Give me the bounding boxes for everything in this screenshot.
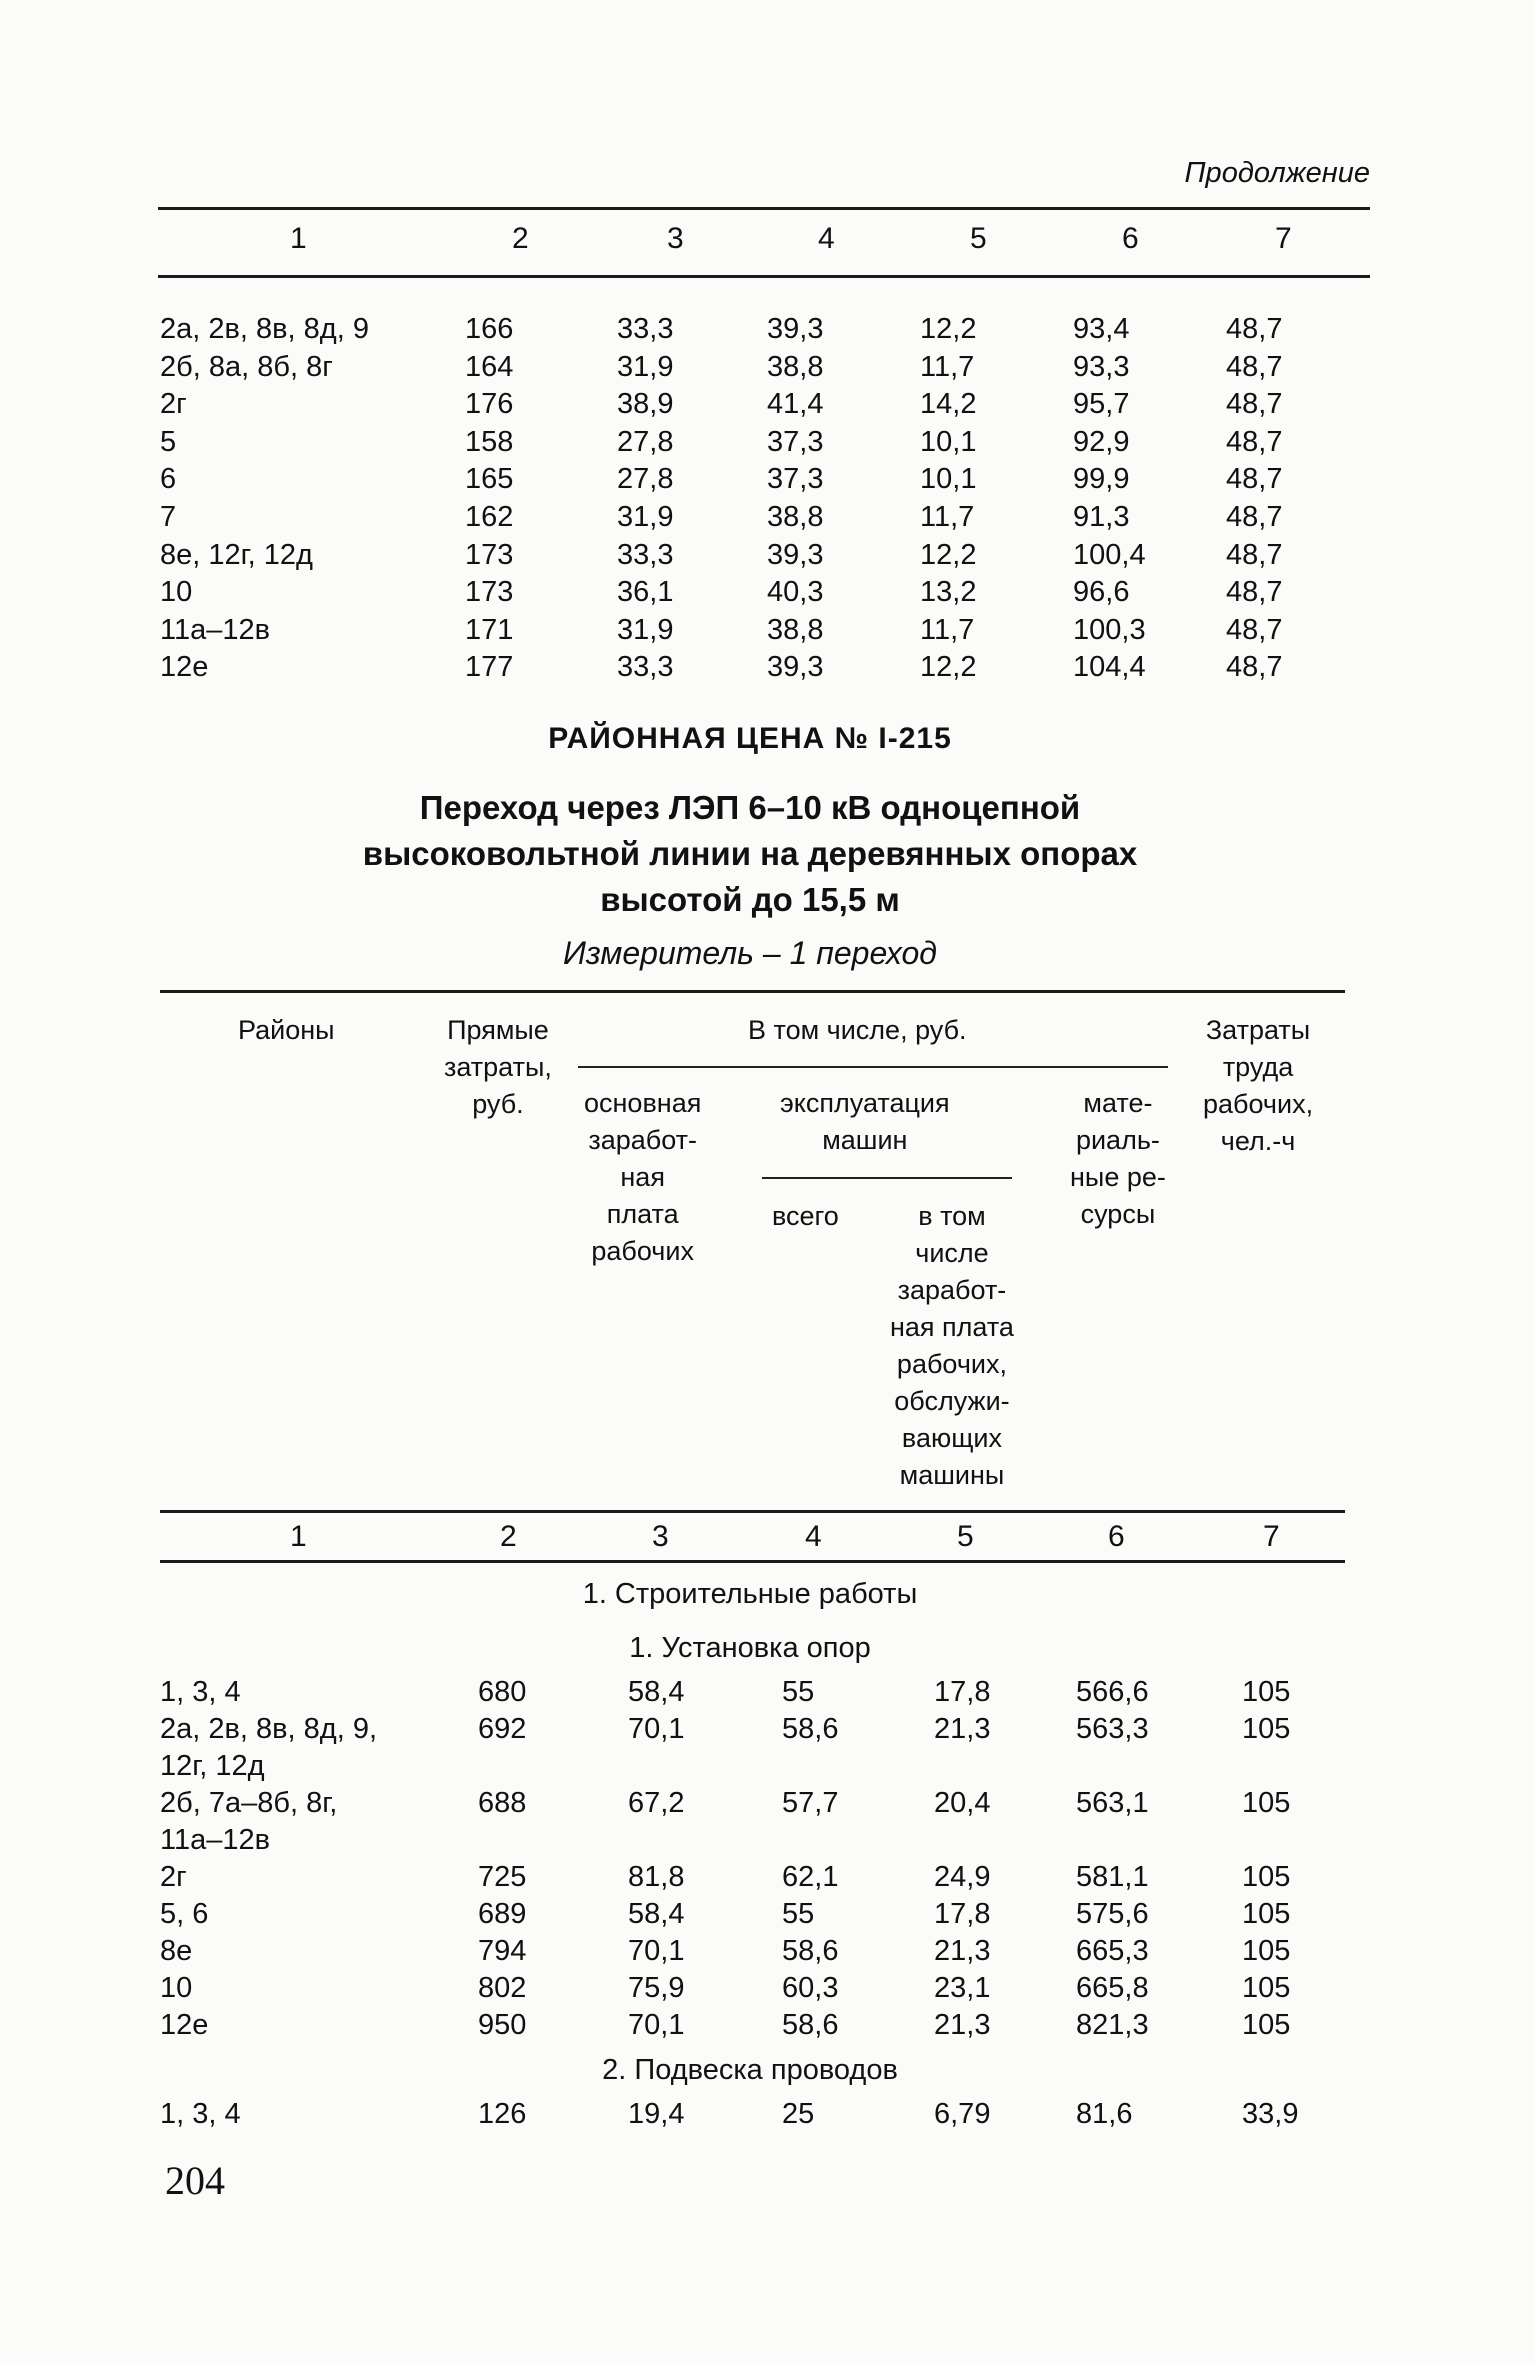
header-direct-costs: Прямые затраты, руб.: [444, 1015, 552, 1119]
table1-top-rule: [158, 207, 1370, 210]
table-cell: 37,3: [767, 463, 824, 496]
table-cell: 105: [1242, 1935, 1291, 1967]
table-cell: 10,1: [920, 463, 977, 496]
table-cell: 41,4: [767, 388, 824, 421]
table-row: [0, 1898, 1535, 1936]
table-cell: 563,3: [1076, 1713, 1149, 1745]
table-row: [0, 1676, 1535, 1714]
table-row: [0, 501, 1535, 539]
table-cell: 12,2: [920, 538, 977, 571]
table-cell: 38,9: [617, 388, 674, 421]
table-cell: 11а–12в: [160, 1824, 271, 1856]
table-cell: 55: [782, 1898, 815, 1930]
table-row: [0, 463, 1535, 501]
header-machine-operation: эксплуатация машин: [780, 1088, 950, 1155]
table-cell: 27,8: [617, 425, 674, 458]
table-cell: 105: [1242, 1972, 1291, 2004]
table-cell: 48,7: [1226, 313, 1283, 345]
table-cell: 20,4: [934, 1787, 991, 1819]
table-cell: 581,1: [1076, 1861, 1149, 1893]
table-cell: 100,3: [1073, 613, 1146, 646]
table-cell: 12г, 12д: [160, 1750, 265, 1782]
table-cell: 25: [782, 2098, 815, 2130]
column-number: 7: [1263, 1520, 1280, 1553]
column-number: 1: [290, 1520, 307, 1553]
table-cell: 105: [1242, 1713, 1291, 1745]
table-cell: 19,4: [628, 2098, 685, 2130]
table-cell: 725: [478, 1861, 527, 1893]
table-cell: 162: [465, 501, 514, 533]
table-cell: 566,6: [1076, 1676, 1149, 1708]
table-cell: 48,7: [1226, 613, 1283, 646]
table-cell: 48,7: [1226, 501, 1283, 533]
table-cell: 105: [1242, 2009, 1291, 2041]
table-cell: 950: [478, 2009, 527, 2041]
table-cell: 48,7: [1226, 576, 1283, 609]
table-cell: 12,2: [920, 651, 977, 684]
table-row: [0, 1972, 1535, 2010]
table-cell: 12,2: [920, 313, 977, 345]
table-cell: 126: [478, 2098, 527, 2130]
column-number: 5: [957, 1520, 974, 1553]
table-cell: 5: [160, 425, 177, 458]
table-cell: 92,9: [1073, 425, 1130, 458]
table-cell: 17,8: [934, 1676, 991, 1708]
table-cell: 2а, 2в, 8в, 8д, 9: [160, 313, 369, 345]
table-cell: 176: [465, 388, 514, 421]
table-row: [0, 576, 1535, 614]
section-heading: 2. Подвеска проводов: [602, 2054, 898, 2086]
table-cell: 104,4: [1073, 651, 1146, 684]
column-number: 4: [818, 222, 835, 255]
table-cell: 10,1: [920, 425, 977, 458]
table-cell: 100,4: [1073, 538, 1146, 571]
table-cell: 105: [1242, 1861, 1291, 1893]
table-cell: 48,7: [1226, 651, 1283, 684]
table-cell: 81,6: [1076, 2098, 1133, 2130]
table-cell: 67,2: [628, 1787, 685, 1819]
header-materials: мате- риаль- ные ре- сурсы: [1070, 1088, 1166, 1229]
table-cell: 70,1: [628, 1935, 685, 1967]
table-cell: 8е, 12г, 12д: [160, 538, 313, 571]
header-including: В том числе, руб.: [748, 1015, 967, 1045]
table-cell: 33,3: [617, 313, 674, 345]
column-number: 2: [512, 222, 529, 255]
header-machine-rule: [762, 1177, 1012, 1179]
header-base-wage: основная заработ- ная плата рабочих: [584, 1088, 702, 1266]
table-cell: 95,7: [1073, 388, 1130, 421]
table-cell: 36,1: [617, 576, 674, 609]
table-cell: 171: [465, 613, 514, 646]
table-cell: 575,6: [1076, 1898, 1149, 1930]
column-number: 4: [805, 1520, 822, 1553]
table-cell: 2б, 7а–8б, 8г,: [160, 1787, 338, 1819]
table-row: [0, 1935, 1535, 1973]
table2-top-rule: [160, 990, 1345, 993]
section-title: [0, 785, 1500, 923]
table-cell: 11,7: [920, 613, 975, 646]
table-cell: 33,3: [617, 538, 674, 571]
table-cell: 12е: [160, 2009, 209, 2041]
table-row: [0, 1787, 1535, 1856]
table-cell: 70,1: [628, 1713, 685, 1745]
table-cell: 38,8: [767, 613, 824, 646]
header-incl-wage: в том числе заработ- ная плата рабочих, обслужи- вающих машины: [890, 1201, 1014, 1490]
table-cell: 58,4: [628, 1676, 685, 1708]
table-cell: 48,7: [1226, 388, 1283, 421]
meter-label: Измеритель – 1 переход: [563, 935, 937, 971]
table-cell: 5, 6: [160, 1898, 209, 1930]
table-cell: 33,9: [1242, 2098, 1299, 2130]
table-row: [0, 426, 1535, 464]
column-number: 3: [667, 222, 684, 255]
table-cell: 177: [465, 651, 514, 684]
table-cell: 58,6: [782, 1935, 839, 1967]
table-cell: 48,7: [1226, 425, 1283, 458]
table-cell: 40,3: [767, 576, 824, 609]
table-cell: 38,8: [767, 350, 824, 383]
table-cell: 48,7: [1226, 538, 1283, 571]
table-cell: 48,7: [1226, 350, 1283, 383]
table-cell: 13,2: [920, 576, 977, 609]
table-cell: 58,6: [782, 1713, 839, 1745]
header-regions: Районы: [238, 1015, 335, 1045]
table-cell: 37,3: [767, 425, 824, 458]
table-cell: 166: [465, 313, 514, 345]
table-cell: 75,9: [628, 1972, 685, 2004]
table-cell: 158: [465, 425, 514, 458]
table-cell: 58,6: [782, 2009, 839, 2041]
table-cell: 563,1: [1076, 1787, 1149, 1819]
table-cell: 31,9: [617, 613, 674, 646]
section-heading: 1. Строительные работы: [582, 1578, 918, 1610]
table-cell: 14,2: [920, 388, 977, 421]
table-cell: 60,3: [782, 1972, 839, 2004]
table-cell: 692: [478, 1713, 527, 1745]
title-line: Переход через ЛЭП 6–10 кВ одноцепной: [419, 789, 1081, 826]
table-cell: 8е: [160, 1935, 193, 1967]
table-cell: 11,7: [920, 350, 975, 383]
table-cell: 680: [478, 1676, 527, 1708]
table-cell: 21,3: [934, 2009, 991, 2041]
table-cell: 11,7: [920, 501, 975, 533]
section-heading: 1. Установка опор: [629, 1632, 871, 1664]
table-cell: 12е: [160, 651, 209, 684]
table-cell: 99,9: [1073, 463, 1130, 496]
column-number: 1: [290, 222, 307, 255]
table-cell: 6: [160, 463, 177, 496]
table-cell: 33,3: [617, 651, 674, 684]
table-cell: 21,3: [934, 1713, 991, 1745]
table-cell: 96,6: [1073, 576, 1130, 609]
table-cell: 1, 3, 4: [160, 2098, 241, 2130]
table-cell: 17,8: [934, 1898, 991, 1930]
table-cell: 2б, 8а, 8б, 8г: [160, 350, 333, 383]
table-cell: 105: [1242, 1898, 1291, 1930]
table-cell: 11а–12в: [160, 613, 271, 646]
table-cell: 31,9: [617, 350, 674, 383]
table-cell: 794: [478, 1935, 527, 1967]
table-cell: 58,4: [628, 1898, 685, 1930]
table-cell: 93,4: [1073, 313, 1130, 345]
table-row: [0, 1861, 1535, 1899]
table-cell: 665,3: [1076, 1935, 1149, 1967]
table-cell: 665,8: [1076, 1972, 1149, 2004]
table-cell: 689: [478, 1898, 527, 1930]
table-cell: 2а, 2в, 8в, 8д, 9,: [160, 1713, 378, 1745]
table-row: [0, 651, 1535, 689]
table-cell: 821,3: [1076, 2009, 1149, 2041]
table-cell: 57,7: [782, 1787, 839, 1819]
table-row: [0, 2009, 1535, 2047]
table-cell: 38,8: [767, 501, 824, 533]
price-heading: РАЙОННАЯ ЦЕНА № I-215: [548, 722, 952, 755]
table-cell: 173: [465, 538, 514, 571]
table-row: [0, 351, 1535, 389]
column-number: 6: [1122, 222, 1139, 255]
table-cell: 62,1: [782, 1861, 839, 1893]
table-cell: 165: [465, 463, 514, 496]
title-line: высотой до 15,5 м: [600, 881, 900, 918]
table-cell: 21,3: [934, 1935, 991, 1967]
continuation-label: Продолжение: [1184, 157, 1370, 189]
table-cell: 10: [160, 1972, 193, 2004]
table-row: [0, 313, 1535, 351]
table-cell: 688: [478, 1787, 527, 1819]
table-row: [0, 539, 1535, 577]
table-cell: 39,3: [767, 313, 824, 345]
table-row: [0, 2098, 1535, 2136]
table-cell: 2г: [160, 388, 187, 421]
table2-header-rule: [160, 1510, 1345, 1513]
table-cell: 7: [160, 501, 177, 533]
table-cell: 93,3: [1073, 350, 1130, 383]
column-number: 7: [1275, 222, 1292, 255]
table-row: [0, 1713, 1535, 1782]
table-cell: 173: [465, 576, 514, 609]
header-labor-costs: Затраты труда рабочих, чел.-ч: [1203, 1015, 1314, 1156]
table-cell: 6,79: [934, 2098, 991, 2130]
table-cell: 23,1: [934, 1972, 991, 2004]
table-cell: 164: [465, 350, 514, 383]
header-total: всего: [772, 1201, 839, 1231]
table-cell: 91,3: [1073, 501, 1130, 533]
column-number: 3: [652, 1520, 669, 1553]
table2-colnum-rule: [160, 1560, 1345, 1563]
column-number: 5: [970, 222, 987, 255]
table-cell: 39,3: [767, 651, 824, 684]
table-cell: 81,8: [628, 1861, 685, 1893]
page-number: 204: [165, 2158, 225, 2203]
table-cell: 27,8: [617, 463, 674, 496]
table1-header-rule: [158, 275, 1370, 278]
table-cell: 24,9: [934, 1861, 991, 1893]
table-row: [0, 614, 1535, 652]
table-cell: 39,3: [767, 538, 824, 571]
table-row: [0, 388, 1535, 426]
column-number: 6: [1108, 1520, 1125, 1553]
title-line: высоковольтной линии на деревянных опорах: [362, 835, 1138, 872]
column-number: 2: [500, 1520, 517, 1553]
table-cell: 55: [782, 1676, 815, 1708]
table-cell: 2г: [160, 1861, 187, 1893]
header-including-rule: [578, 1066, 1168, 1068]
table-cell: 70,1: [628, 2009, 685, 2041]
table-cell: 10: [160, 576, 193, 609]
table-cell: 1, 3, 4: [160, 1676, 241, 1708]
table-cell: 105: [1242, 1787, 1291, 1819]
table-cell: 802: [478, 1972, 527, 2004]
table-cell: 31,9: [617, 501, 674, 533]
table-cell: 48,7: [1226, 463, 1283, 496]
table-cell: 105: [1242, 1676, 1291, 1708]
